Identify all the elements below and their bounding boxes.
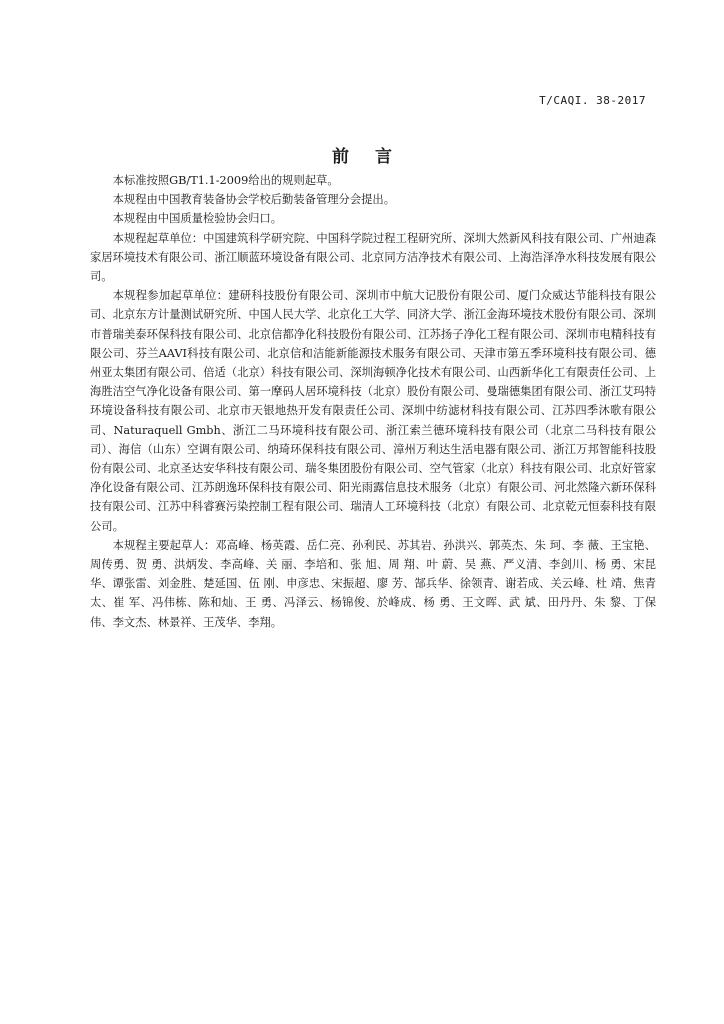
paragraph-proposer: 本规程由中国教育装备协会学校后勤装备管理分会提出。 <box>112 193 396 207</box>
page-title: 前言 <box>332 147 418 167</box>
document-body <box>90 171 656 632</box>
paragraph-main-drafters: 本规程主要起草人：邓高峰、杨英霞、岳仁亮、孙利民、苏其岩、孙洪兴、郭英杰、朱 珂、李 薇、王宝艳、周传勇、贺 勇、洪炳发、李高峰、关 丽、李培和、张 旭、周 翔、叶 蔚、吴 燕、严义清、李剑川、杨 勇、宋昆华、谭张雷、刘金胜、楚延国、伍 刚、申彦忠、宋振超、廖 芳、郜兵华、徐领青、谢若成、关云峰、杜 靖、焦青太、崔 军、冯伟栋、陈和灿、王 勇、冯泽云、杨锦俊、於峰成、杨 勇、王文晖、武 斌、田丹丹、朱 黎、丁保伟、李文杰、林景祥、王茂华、李翔。 <box>90 538 656 629</box>
paragraph-drafting-units: 本规程起草单位：中国建筑科学研究院、中国科学院过程工程研究所、深圳大然新风科技有限公司、广州迪森家居环境技术有限公司、浙江顺蓝环境设备有限公司、北京同方洁净技术有限公司、上海浩泽净水科技发展有限公司。 <box>90 231 656 284</box>
paragraph-administrator: 本规程由中国质量检验协会归口。 <box>112 212 283 226</box>
paragraph-standard-basis: 本标准按照GB/T1.1-2009给出的规则起草。 <box>112 174 339 187</box>
paragraph-participating-units: 本规程参加起草单位：建研科技股份有限公司、深圳市中航大记股份有限公司、厦门众威达节能科技有限公司、北京东方计量测试研究所、中国人民大学、北京化工大学、同济大学、浙江金海环境技术股份有限公司、深圳市普瑞美泰环保科技有限公司、北京信都净化科技股份有限公司、江苏扬子净化工程有限公司、深圳市电精科技有限公司、芬兰AAVI科技有限公司、北京信和洁能新能源技术服务有限公司、天津市第五季环境科技有限公司、德州亚太集团有限公司、倍适（北京）科技有限公司、深圳海顿净化技术有限公司、山西新华化工有限责任公司、上海胜洁空气净化设备有限公司、第一摩码人居环境科技（北京）股份有限公司、曼瑞德集团有限公司、浙江艾玛特环境设备科技有限公司、北京市天银地热开发有限责任公司、深圳中纺滤材科技有限公司、江苏四季沐歌有限公司、Naturaquell Gmbh、浙江二马环境科技有限公司、浙江索兰德环境科技有限公司（北京二马科技有限公司）、海信（山东）空调有限公司、纳琦环保科技有限公司、漳州万利达生活电器有限公司、浙江万邦智能科技股份有限公司、北京圣达安华科技有限公司、瑞冬集团股份有限公司、空气管家（北京）科技有限公司、北京好管家净化设备有限公司、江苏朗逸环保科技有限公司、阳光雨露信息技术服务（北京）有限公司、河北然隆六新环保科技有限公司、江苏中科睿赛污染控制工程有限公司、瑞清人工环境科技（北京）有限公司、北京乾元恒泰科技有限公司。 <box>90 289 656 533</box>
document-code: T/CAQI. 38-2017 <box>539 94 646 107</box>
